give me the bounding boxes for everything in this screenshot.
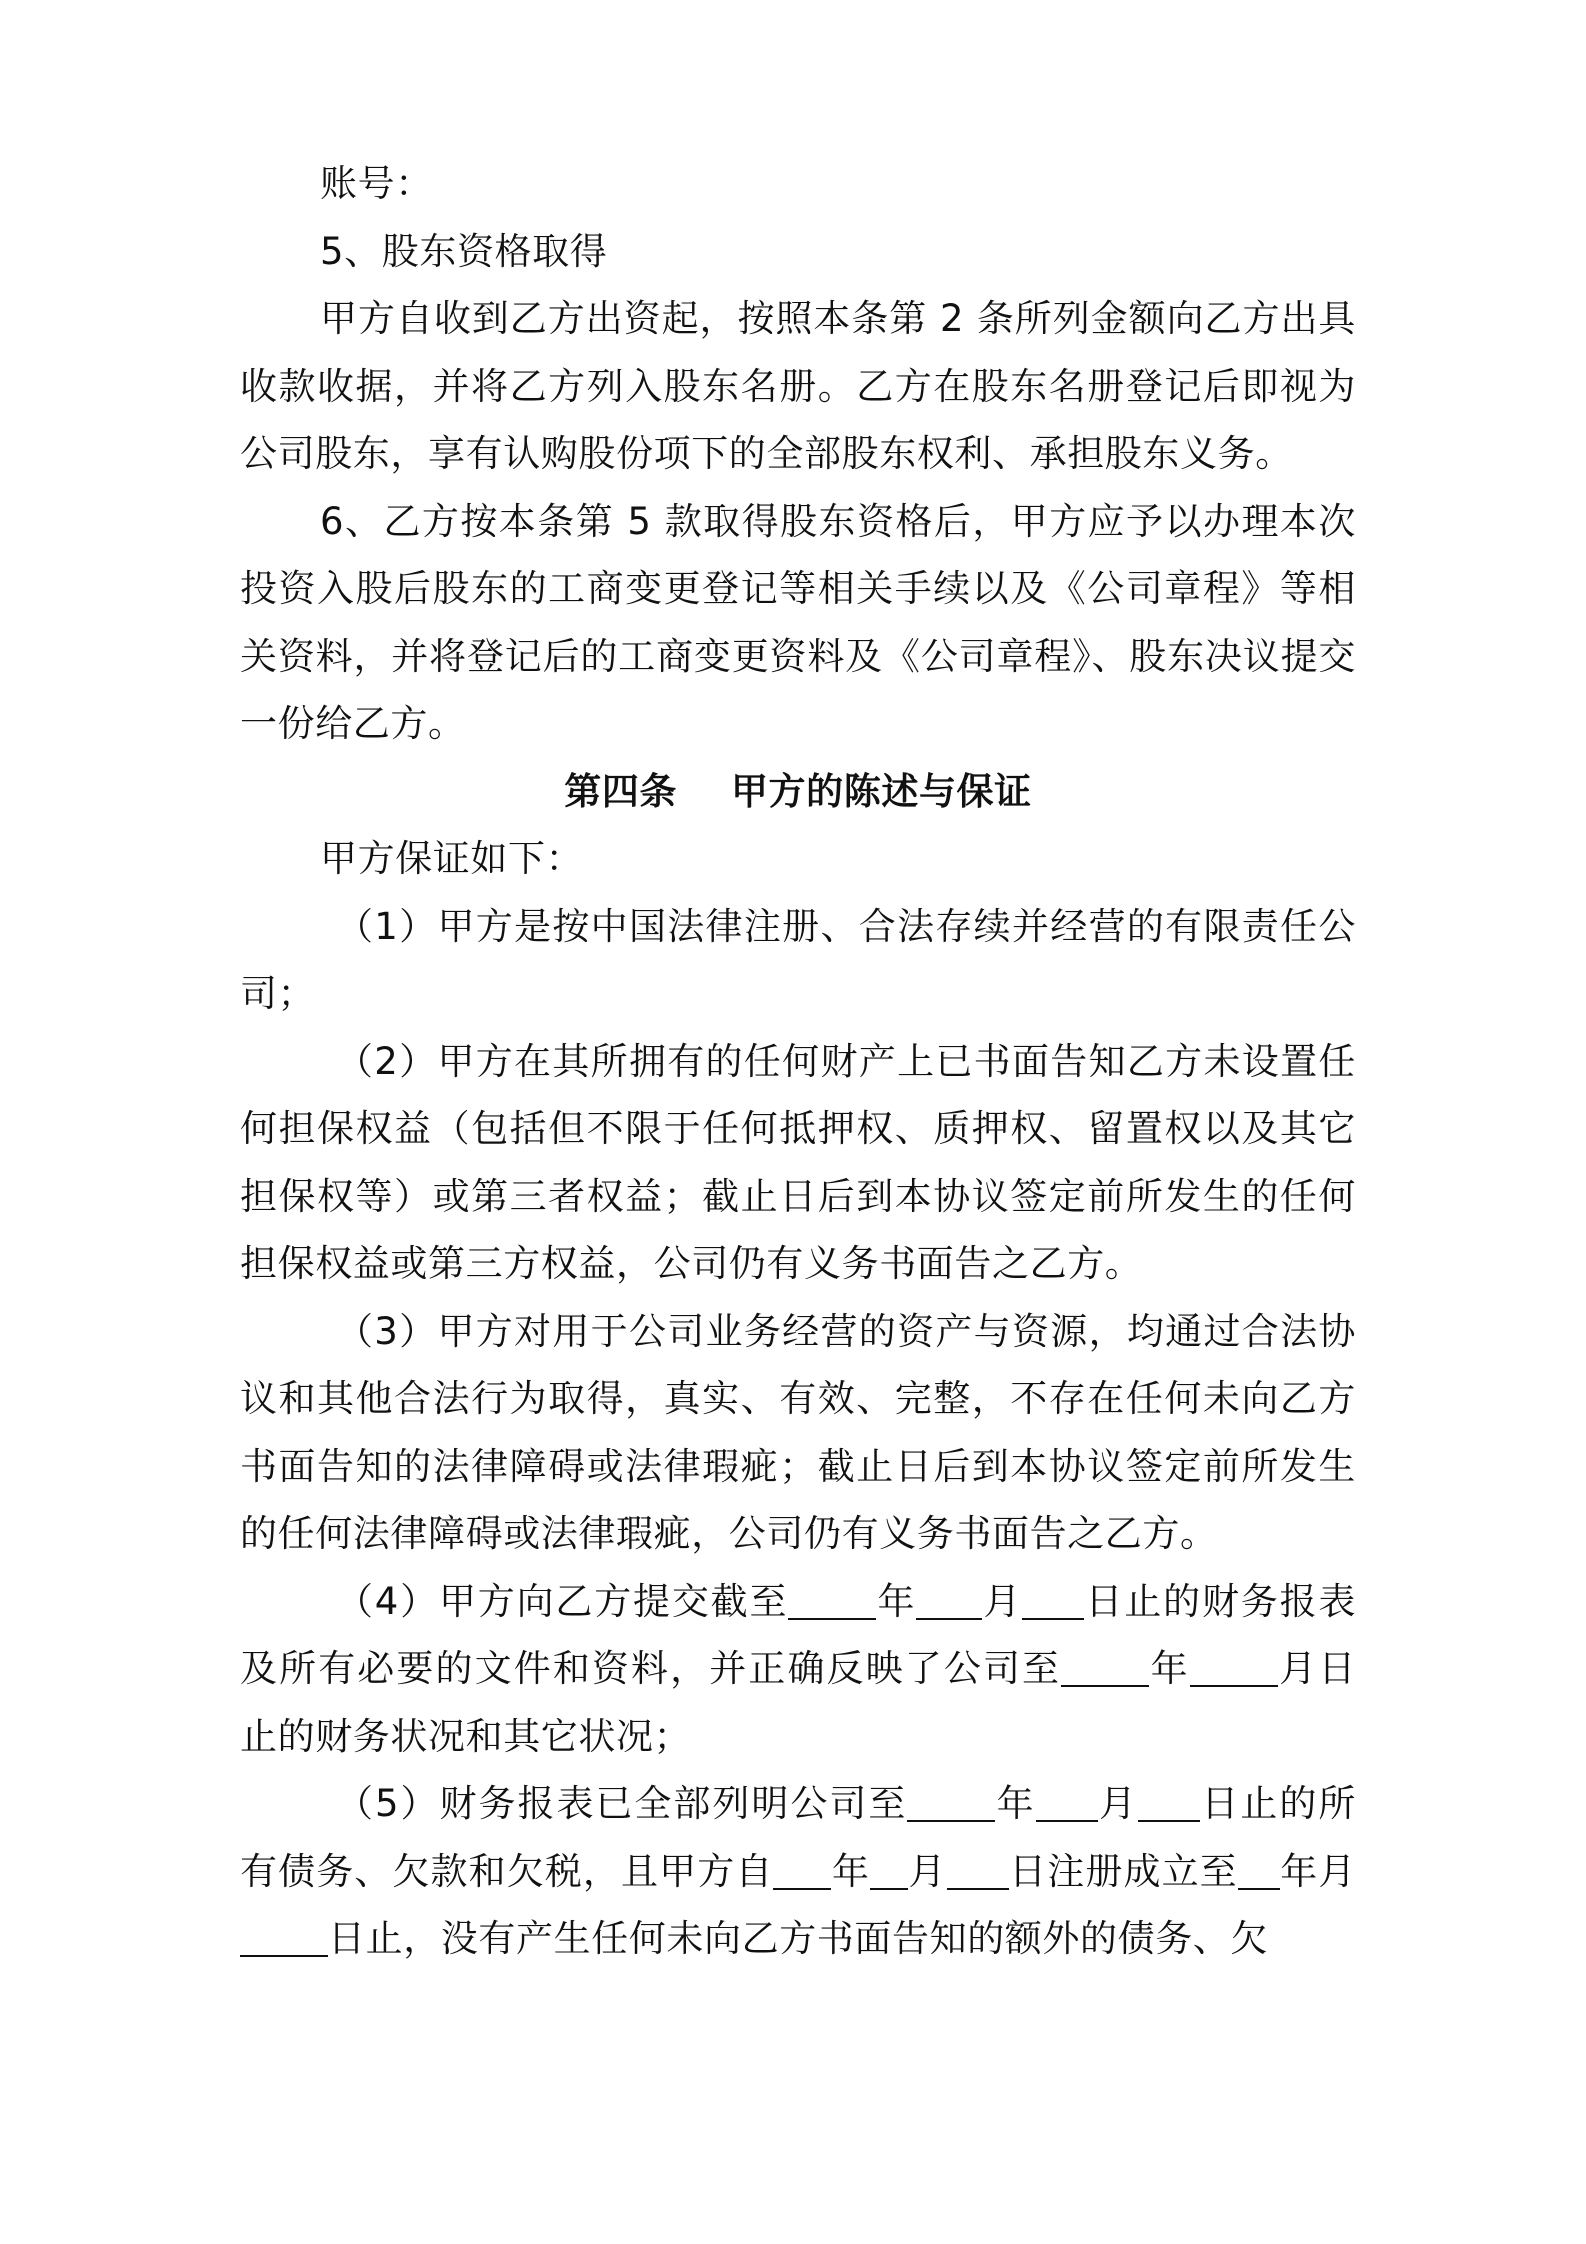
blank-field	[1036, 1776, 1098, 1822]
blank-field	[916, 1574, 982, 1620]
item-5-text-6: 月	[908, 1849, 947, 1893]
blank-field	[240, 1911, 328, 1957]
item-5-text-8: 年月	[1279, 1849, 1356, 1893]
warranty-item-5	[240, 1770, 1356, 1973]
item-4-text-3: 月	[982, 1579, 1023, 1623]
item-4-text-4: 日止的财务报表及所有必要的文件和资料，并正确反映了公司至	[240, 1579, 1356, 1690]
article-4-title: 第四条 甲方的陈述与保证	[564, 769, 1032, 813]
clause-5-body: 甲方自收到乙方出资起，按照本条第 2 条所列金额向乙方出具收款收据，并将乙方列入股东名册。乙方在股东名册登记后即视为公司股东，享有认购股份项下的全部股东权利、承担股东义务。	[240, 297, 1356, 475]
item-5-text-4: 日止的所有债务、欠款和欠税，且甲方自	[240, 1782, 1356, 1893]
blank-field	[788, 1574, 876, 1620]
clause-5-title: 5、股东资格取得	[320, 229, 608, 273]
blank-field	[1238, 1844, 1280, 1890]
blank-field	[907, 1776, 995, 1822]
item-5-text-5: 年	[831, 1849, 871, 1893]
item-4-text-5: 年	[1149, 1647, 1190, 1690]
item-4-text-2: 年	[876, 1579, 917, 1623]
blank-field	[1138, 1776, 1200, 1822]
item-4-text-1: （4）甲方向乙方提交截至	[336, 1579, 789, 1623]
item-5-text-3: 月	[1097, 1782, 1139, 1825]
blank-field	[947, 1844, 1009, 1890]
blank-field	[1190, 1641, 1278, 1687]
warranty-item-1: （1）甲方是按中国法律注册、合法存续并经营的有限责任公司；	[240, 904, 1356, 1015]
item-5-text-2: 年	[995, 1782, 1036, 1825]
blank-field	[870, 1844, 908, 1890]
blank-field	[1061, 1641, 1149, 1687]
warranty-item-3: （3）甲方对用于公司业务经营的资产与资源，均通过合法协议和其他合法行为取得，真实、有效、完整，不存在任何未向乙方书面告知的法律障碍或法律瑕疵；截止日后到本协议签定前所发生的任何法律障碍或法律瑕疵，公司仍有义务书面告之乙方。	[240, 1309, 1356, 1555]
item-5-text-1: （5）财务报表已全部列明公司至	[336, 1782, 908, 1825]
blank-field	[773, 1844, 831, 1890]
warranty-item-2: （2）甲方在其所拥有的任何财产上已书面告知乙方未设置任何担保权益（包括但不限于任何抵押权、质押权、留置权以及其它担保权等）或第三者权益；截止日后到本协议签定前所发生的任何担保权益或第三方权益，公司仍有义务书面告之乙方。	[240, 1039, 1356, 1285]
item-4-text-6: 月日止的财务状况和其它状况；	[240, 1647, 1356, 1758]
blank-field	[1022, 1574, 1084, 1620]
account-line: 账号：	[320, 162, 433, 205]
clause-6-body: 6、乙方按本条第 5 款取得股东资格后，甲方应予以办理本次投资入股后股东的工商变更登记等相关手续以及《公司章程》等相关资料，并将登记后的工商变更资料及《公司章程》、股东决议提交一份给乙方。	[240, 499, 1356, 745]
item-5-text-7: 日注册成立至	[1008, 1849, 1238, 1893]
document-body	[240, 150, 1356, 1973]
warranty-item-4	[240, 1568, 1356, 1771]
item-5-text-9: 日止，没有产生任何未向乙方书面告知的额外的债务、欠	[328, 1917, 1268, 1960]
article-4-intro: 甲方保证如下：	[320, 837, 584, 880]
